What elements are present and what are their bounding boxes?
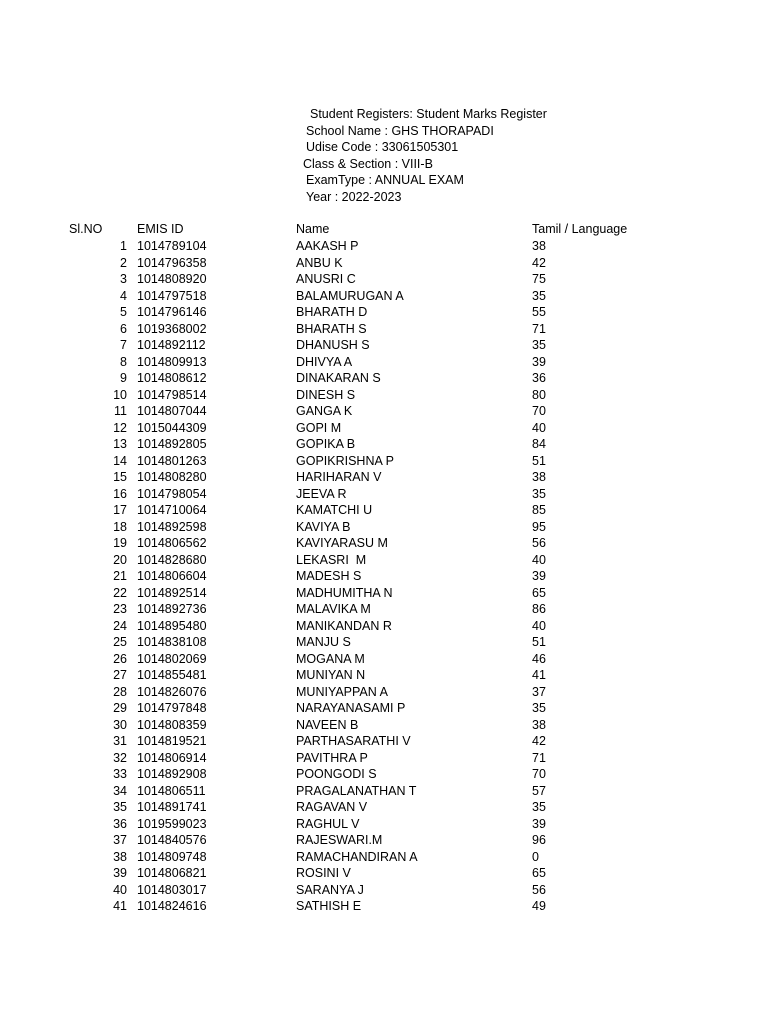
mark-cell: 0 — [532, 849, 539, 864]
table-row — [0, 667, 768, 684]
slno-cell: 23 — [113, 602, 127, 616]
mark-cell: 38 — [532, 239, 546, 253]
emis-id-cell: 1014892112 — [137, 338, 206, 352]
student-name-cell: NARAYANASAMI P — [296, 701, 406, 715]
emis-id-cell: 1014855481 — [137, 668, 207, 682]
mark-cell: 41 — [532, 668, 546, 682]
emis-id-cell: 1014802069 — [137, 651, 207, 666]
slno-cell: 24 — [113, 618, 127, 633]
emis-id-cell: 1014808612 — [137, 371, 207, 385]
slno-cell: 16 — [113, 486, 127, 501]
emis-id-cell: 1014808280 — [137, 470, 207, 484]
emis-id-cell: 1014892514 — [137, 585, 207, 600]
emis-id-cell: 1014826076 — [137, 684, 207, 699]
table-row — [0, 783, 768, 800]
student-name-cell: POONGODI S — [296, 767, 377, 781]
emis-id-cell: 1014710064 — [137, 503, 207, 517]
student-name-cell: MALAVIKA M — [296, 602, 371, 616]
mark-cell: 71 — [532, 750, 546, 765]
mark-cell: 35 — [532, 486, 546, 501]
table-row — [0, 568, 768, 585]
mark-cell: 42 — [532, 734, 546, 748]
mark-cell: 42 — [532, 255, 546, 270]
slno-cell: 7 — [120, 338, 127, 352]
mark-cell: 70 — [532, 404, 546, 418]
table-row — [0, 601, 768, 618]
slno-cell: 41 — [113, 899, 127, 913]
table-row — [0, 799, 768, 816]
school-name: School Name : GHS THORAPADI — [306, 123, 494, 138]
table-row — [0, 321, 768, 338]
mark-cell: 84 — [532, 437, 546, 451]
mark-cell: 39 — [532, 816, 546, 831]
slno-cell: 39 — [113, 866, 127, 880]
slno-cell: 12 — [113, 420, 127, 435]
slno-cell: 11 — [114, 404, 127, 418]
class-section: Class & Section : VIII-B — [303, 156, 433, 171]
mark-cell: 35 — [532, 288, 546, 303]
mark-cell: 46 — [532, 651, 546, 666]
table-row — [0, 519, 768, 536]
student-name-cell: SATHISH E — [296, 899, 362, 913]
page-title: Student Registers: Student Marks Register — [310, 107, 547, 121]
student-name-cell: GOPIKA B — [296, 437, 356, 451]
mark-cell: 56 — [532, 536, 546, 550]
mark-cell: 71 — [532, 321, 546, 336]
slno-cell: 35 — [113, 800, 127, 814]
table-row — [0, 882, 768, 899]
student-name-cell: MUNIYAPPAN A — [296, 684, 388, 699]
mark-cell: 38 — [532, 470, 546, 484]
table-row — [0, 436, 768, 453]
emis-id-cell: 1014806821 — [137, 866, 207, 880]
emis-id-cell: 1014809748 — [137, 849, 207, 864]
mark-cell: 86 — [532, 602, 546, 616]
mark-cell: 35 — [532, 701, 546, 715]
table-row — [0, 849, 768, 866]
table-row — [0, 288, 768, 305]
emis-id-cell: 1014796358 — [137, 255, 207, 270]
emis-id-cell: 1014892598 — [137, 519, 207, 534]
emis-id-cell: 1014838108 — [137, 635, 207, 649]
table-row — [0, 750, 768, 767]
table-row — [0, 238, 768, 255]
slno-cell: 14 — [113, 453, 127, 468]
column-header-name: Name — [296, 222, 330, 236]
mark-cell: 96 — [532, 833, 546, 847]
table-row — [0, 255, 768, 272]
emis-id-cell: 1014895480 — [137, 618, 207, 633]
mark-cell: 35 — [532, 338, 546, 352]
mark-cell: 36 — [532, 371, 546, 385]
mark-cell: 49 — [532, 899, 546, 913]
student-name-cell: JEEVA R — [296, 486, 347, 501]
student-name-cell: PRAGALANATHAN T — [296, 783, 417, 798]
slno-cell: 31 — [113, 734, 127, 748]
slno-cell: 29 — [113, 701, 127, 715]
slno-cell: 6 — [120, 321, 127, 336]
emis-id-cell: 1014806604 — [137, 569, 207, 583]
table-row — [0, 486, 768, 503]
slno-cell: 13 — [113, 437, 127, 451]
student-name-cell: MANJU S — [296, 635, 351, 649]
slno-cell: 37 — [113, 833, 127, 847]
student-name-cell: PAVITHRA P — [296, 750, 368, 765]
slno-cell: 4 — [120, 288, 127, 303]
slno-cell: 30 — [113, 717, 127, 732]
student-name-cell: SARANYA J — [296, 882, 364, 897]
student-name-cell: BALAMURUGAN A — [296, 288, 404, 303]
slno-cell: 34 — [113, 783, 127, 798]
student-name-cell: DHIVYA A — [296, 354, 353, 369]
student-name-cell: BHARATH D — [296, 305, 368, 319]
mark-cell: 55 — [532, 305, 546, 319]
mark-cell: 57 — [532, 783, 546, 798]
column-header-subject: Tamil / Language — [532, 222, 628, 236]
emis-id-cell: 1015044309 — [137, 420, 207, 435]
marks-table — [0, 238, 768, 915]
mark-cell: 85 — [532, 503, 546, 517]
table-row — [0, 865, 768, 882]
mark-cell: 65 — [532, 866, 546, 880]
mark-cell: 38 — [532, 717, 546, 732]
emis-id-cell: 1014806562 — [137, 536, 207, 550]
emis-id-cell: 1014892736 — [137, 602, 207, 616]
table-row — [0, 717, 768, 734]
slno-cell: 18 — [113, 519, 127, 534]
table-row — [0, 354, 768, 371]
mark-cell: 51 — [532, 453, 546, 468]
slno-cell: 38 — [113, 849, 127, 864]
table-row — [0, 535, 768, 552]
mark-cell: 80 — [532, 387, 546, 402]
mark-cell: 39 — [532, 569, 546, 583]
slno-cell: 10 — [113, 387, 127, 402]
mark-cell: 51 — [532, 635, 546, 649]
slno-cell: 2 — [120, 255, 127, 270]
emis-id-cell: 1014798514 — [137, 387, 207, 402]
slno-cell: 15 — [113, 470, 127, 484]
student-name-cell: DHANUSH S — [296, 338, 370, 352]
student-name-cell: NAVEEN B — [296, 717, 359, 732]
mark-cell: 70 — [532, 767, 546, 781]
table-row — [0, 469, 768, 486]
emis-id-cell: 1014806914 — [137, 750, 207, 765]
student-name-cell: RAGAVAN V — [296, 800, 368, 814]
student-name-cell: GOPIKRISHNA P — [296, 453, 394, 468]
table-row — [0, 684, 768, 701]
student-name-cell: HARIHARAN V — [296, 470, 382, 484]
slno-cell: 40 — [113, 882, 127, 897]
emis-id-cell: 1014892805 — [137, 437, 207, 451]
academic-year: Year : 2022-2023 — [306, 189, 402, 204]
student-name-cell: MANIKANDAN R — [296, 618, 392, 633]
student-name-cell: MOGANA M — [296, 651, 365, 666]
emis-id-cell: 1014797518 — [137, 288, 207, 303]
mark-cell: 37 — [532, 684, 546, 699]
student-name-cell: ROSINI V — [296, 866, 351, 880]
mark-cell: 39 — [532, 354, 546, 369]
emis-id-cell: 1014798054 — [137, 486, 207, 501]
student-name-cell: MADHUMITHA N — [296, 585, 393, 600]
slno-cell: 5 — [120, 305, 127, 319]
emis-id-cell: 1014807044 — [137, 404, 207, 418]
student-name-cell: ANUSRI C — [296, 272, 356, 286]
slno-cell: 17 — [113, 503, 127, 517]
emis-id-cell: 1014828680 — [137, 552, 207, 567]
emis-id-cell: 1014801263 — [137, 453, 207, 468]
column-header-slno: Sl.NO — [69, 222, 103, 236]
slno-cell: 22 — [113, 585, 127, 600]
table-row — [0, 634, 768, 651]
student-name-cell: RAGHUL V — [296, 816, 360, 831]
emis-id-cell: 1014797848 — [137, 701, 207, 715]
table-row — [0, 832, 768, 849]
emis-id-cell: 1014809913 — [137, 354, 207, 369]
slno-cell: 20 — [113, 552, 127, 567]
table-row — [0, 370, 768, 387]
exam-type: ExamType : ANNUAL EXAM — [306, 173, 464, 187]
udise-code: Udise Code : 33061505301 — [306, 140, 459, 154]
student-name-cell: BHARATH S — [296, 321, 367, 336]
emis-id-cell: 1014892908 — [137, 767, 207, 781]
mark-cell: 56 — [532, 882, 546, 897]
table-row — [0, 502, 768, 519]
slno-cell: 21 — [113, 569, 127, 583]
student-name-cell: AAKASH P — [296, 239, 359, 253]
slno-cell: 19 — [113, 536, 127, 550]
student-name-cell: GANGA K — [296, 404, 353, 418]
emis-id-cell: 1014808359 — [137, 717, 207, 732]
table-row — [0, 403, 768, 420]
student-name-cell: RAMACHANDIRAN A — [296, 849, 418, 864]
slno-cell: 25 — [113, 635, 127, 649]
slno-cell: 1 — [120, 239, 127, 253]
emis-id-cell: 1014806511 — [137, 783, 206, 798]
table-row — [0, 651, 768, 668]
student-name-cell: DINAKARAN S — [296, 371, 381, 385]
slno-cell: 27 — [113, 668, 127, 682]
student-name-cell: MADESH S — [296, 569, 362, 583]
slno-cell: 28 — [113, 684, 127, 699]
emis-id-cell: 1014789104 — [137, 239, 207, 253]
table-row — [0, 337, 768, 354]
table-row — [0, 304, 768, 321]
mark-cell: 35 — [532, 800, 546, 814]
student-name-cell: RAJESWARI.M — [296, 833, 383, 847]
table-row — [0, 766, 768, 783]
mark-cell: 95 — [532, 519, 546, 534]
emis-id-cell: 1014824616 — [137, 899, 207, 913]
slno-cell: 8 — [120, 354, 127, 369]
emis-id-cell: 1014840576 — [137, 833, 207, 847]
student-name-cell: MUNIYAN N — [296, 668, 366, 682]
slno-cell: 32 — [113, 750, 127, 765]
column-header-emis: EMIS ID — [137, 222, 184, 236]
slno-cell: 3 — [120, 272, 127, 286]
student-name-cell: LEKASRI M — [296, 552, 367, 567]
student-name-cell: DINESH S — [296, 387, 356, 402]
student-name-cell: KAMATCHI U — [296, 503, 373, 517]
slno-cell: 26 — [113, 651, 127, 666]
mark-cell: 65 — [532, 585, 546, 600]
table-row — [0, 552, 768, 569]
table-row — [0, 898, 768, 915]
emis-id-cell: 1019368002 — [137, 321, 207, 336]
table-row — [0, 453, 768, 470]
student-name-cell: KAVIYARASU M — [296, 536, 388, 550]
emis-id-cell: 1014808920 — [137, 272, 207, 286]
table-row — [0, 585, 768, 602]
emis-id-cell: 1014796146 — [137, 305, 207, 319]
slno-cell: 33 — [113, 767, 127, 781]
slno-cell: 9 — [120, 371, 127, 385]
table-row — [0, 271, 768, 288]
emis-id-cell: 1019599023 — [137, 816, 207, 831]
mark-cell: 40 — [532, 420, 546, 435]
emis-id-cell: 1014803017 — [137, 882, 207, 897]
table-row — [0, 733, 768, 750]
table-row — [0, 700, 768, 717]
emis-id-cell: 1014891741 — [137, 800, 207, 814]
emis-id-cell: 1014819521 — [137, 734, 207, 748]
student-name-cell: GOPI M — [296, 420, 342, 435]
slno-cell: 36 — [113, 816, 127, 831]
student-name-cell: PARTHASARATHI V — [296, 734, 411, 748]
mark-cell: 40 — [532, 618, 546, 633]
mark-cell: 40 — [532, 552, 546, 567]
student-name-cell: KAVIYA B — [296, 519, 351, 534]
mark-cell: 75 — [532, 272, 546, 286]
table-row — [0, 816, 768, 833]
table-row — [0, 618, 768, 635]
student-name-cell: ANBU K — [296, 255, 343, 270]
table-row — [0, 420, 768, 437]
table-row — [0, 387, 768, 404]
